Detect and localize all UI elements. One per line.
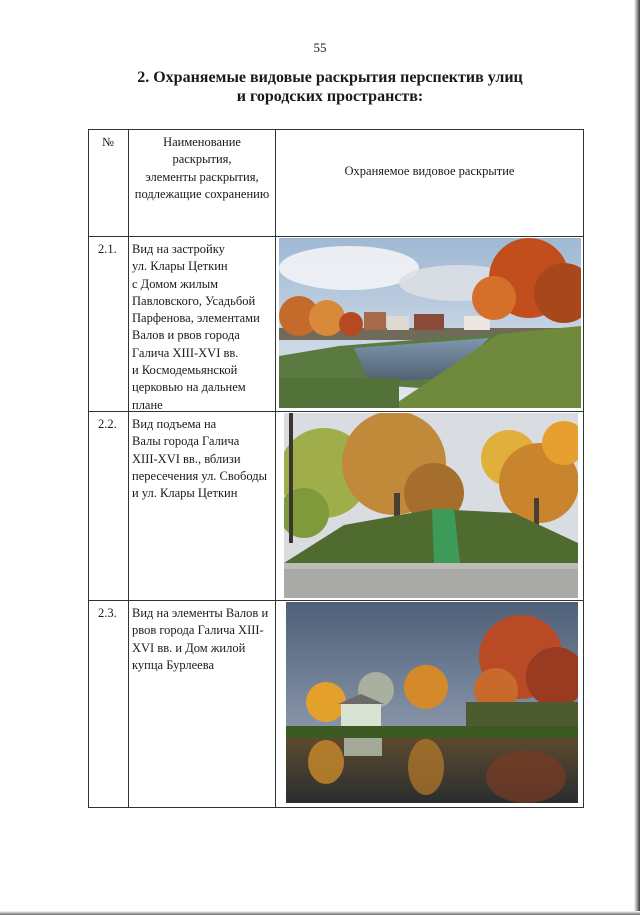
description-line: Парфенова, элементами: [132, 311, 260, 326]
table-border-top: [88, 129, 584, 130]
description-line: и ул. Клары Цеткин: [132, 486, 238, 501]
row-number: 2.1.: [98, 242, 117, 256]
table-border-left: [88, 129, 89, 808]
header-name-line: раскрытия,: [172, 152, 232, 167]
description-line: рвов города Галича XIII-: [132, 623, 264, 638]
header-name-line: элементы раскрытия,: [145, 169, 259, 184]
description-line: Галича XIII-XVI вв.: [132, 345, 239, 360]
description-line: ул. Клары Цеткин: [132, 259, 228, 274]
description-line: Вид на элементы Валов и: [132, 606, 269, 620]
header-name: [129, 134, 275, 203]
description-line: с Домом жилым: [132, 276, 219, 291]
description-line: плане: [132, 397, 163, 412]
description-line: церковью на дальнем: [132, 380, 246, 395]
photo-reflection-pond: [286, 602, 578, 803]
page-number: 55: [313, 40, 327, 55]
description-line: Вид на застройку: [132, 242, 225, 256]
row-description: [132, 416, 275, 502]
table-col-divider: [128, 129, 129, 808]
header-view: Охраняемое видовое раскрытие: [344, 164, 515, 178]
scan-edge-bottom: [0, 911, 640, 915]
description-line: Валов и рвов города: [132, 328, 240, 343]
section-title-line-1: 2. Охраняемые видовые раскрытия перспектив улиц: [137, 69, 523, 86]
description-line: Павловского, Усадьбой: [132, 293, 256, 308]
description-line: XVI вв. и Дом жилой: [132, 640, 246, 655]
scan-edge-right: [634, 0, 640, 915]
table-row-divider: [88, 600, 584, 601]
header-name-line: подлежащие сохранению: [134, 186, 270, 201]
photo-rampart-stairs: [284, 413, 578, 598]
row-number: 2.2.: [98, 417, 117, 431]
description-line: Валы города Галича: [132, 434, 240, 449]
row-description: [132, 605, 280, 674]
table-border-bottom: [88, 807, 584, 808]
header-number: №: [102, 135, 114, 149]
header-name-line: Наименование: [163, 135, 241, 149]
photo-pond-and-street: [279, 238, 581, 408]
table-row-divider: [88, 236, 584, 237]
table-border-right: [583, 129, 584, 808]
section-title: [60, 68, 600, 106]
description-line: пересечения ул. Свободы: [132, 468, 267, 483]
description-line: XIII-XVI вв., вблизи: [132, 451, 241, 466]
row-number: 2.3.: [98, 606, 117, 620]
description-line: и Космодемьянской: [132, 363, 238, 378]
description-line: купца Бурлеева: [132, 657, 215, 672]
section-title-line-2: и городских пространств:: [236, 88, 424, 105]
table-col-divider: [275, 129, 276, 808]
description-line: Вид подъема на: [132, 417, 217, 431]
row-description: [132, 241, 275, 414]
